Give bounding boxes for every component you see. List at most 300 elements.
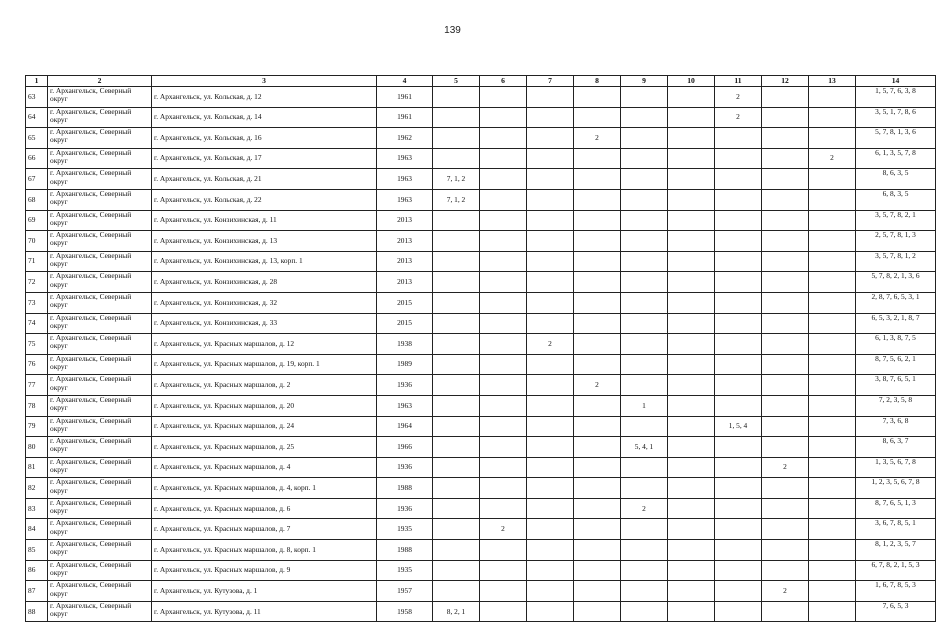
col7-cell: [527, 354, 574, 375]
table-row: [26, 251, 936, 272]
col10-cell: [668, 272, 715, 293]
address-cell: г. Архангельск, ул. Красных маршалов, д. 19, корп. 1: [152, 354, 377, 375]
col5-cell: [433, 457, 480, 478]
col5-cell: [433, 292, 480, 313]
col9-cell: [621, 375, 668, 396]
table-row: [26, 210, 936, 231]
col6-cell: [480, 395, 527, 416]
col6-cell: [480, 292, 527, 313]
row-number-cell: 74: [26, 313, 48, 334]
table-row: [26, 169, 936, 190]
col6-cell: [480, 128, 527, 149]
address-cell: г. Архангельск, ул. Конзихинская, д. 28: [152, 272, 377, 293]
col6-cell: [480, 540, 527, 561]
year-cell: 1963: [377, 189, 433, 210]
col8-cell: [574, 478, 621, 499]
col13-cell: [809, 601, 856, 622]
table-row: [26, 560, 936, 581]
district-cell: г. Архангельск, Северный округ: [48, 375, 152, 396]
address-cell: г. Архангельск, ул. Конзихинская, д. 32: [152, 292, 377, 313]
col9-cell: [621, 478, 668, 499]
col8-cell: [574, 189, 621, 210]
table-row: [26, 189, 936, 210]
order-cell: 6, 7, 8, 2, 1, 5, 3: [856, 560, 936, 581]
col7-cell: [527, 540, 574, 561]
col9-cell: 1: [621, 395, 668, 416]
order-cell: 7, 6, 5, 3: [856, 601, 936, 622]
district-cell: г. Архангельск, Северный округ: [48, 560, 152, 581]
col11-cell: 2: [715, 87, 762, 108]
col7-cell: [527, 189, 574, 210]
table-row: [26, 128, 936, 149]
order-cell: 5, 7, 8, 1, 3, 6: [856, 128, 936, 149]
order-cell: 6, 1, 3, 8, 7, 5: [856, 334, 936, 355]
col12-cell: [762, 437, 809, 458]
col7-cell: [527, 87, 574, 108]
col6-cell: [480, 87, 527, 108]
col12-cell: [762, 292, 809, 313]
col5-cell: [433, 87, 480, 108]
col5-cell: [433, 231, 480, 252]
order-cell: 7, 3, 6, 8: [856, 416, 936, 437]
row-number-cell: 79: [26, 416, 48, 437]
col10-cell: [668, 395, 715, 416]
table-row: [26, 581, 936, 602]
col10-cell: [668, 601, 715, 622]
col7-cell: [527, 251, 574, 272]
order-cell: 1, 2, 3, 5, 6, 7, 8: [856, 478, 936, 499]
col7-cell: [527, 272, 574, 293]
column-header: 4: [377, 76, 433, 87]
col8-cell: [574, 334, 621, 355]
col8-cell: [574, 272, 621, 293]
col11-cell: [715, 375, 762, 396]
table-row: [26, 437, 936, 458]
col7-cell: 2: [527, 334, 574, 355]
col7-cell: [527, 313, 574, 334]
district-cell: г. Архангельск, Северный округ: [48, 231, 152, 252]
district-cell: г. Архангельск, Северный округ: [48, 540, 152, 561]
year-cell: 1963: [377, 169, 433, 190]
year-cell: 2013: [377, 210, 433, 231]
col9-cell: [621, 210, 668, 231]
col7-cell: [527, 169, 574, 190]
column-header: 7: [527, 76, 574, 87]
col7-cell: [527, 601, 574, 622]
col12-cell: [762, 375, 809, 396]
year-cell: 1938: [377, 334, 433, 355]
col13-cell: 2: [809, 148, 856, 169]
col11-cell: 1, 5, 4: [715, 416, 762, 437]
col9-cell: [621, 272, 668, 293]
col13-cell: [809, 87, 856, 108]
col8-cell: [574, 437, 621, 458]
col13-cell: [809, 251, 856, 272]
year-cell: 2013: [377, 231, 433, 252]
col7-cell: [527, 560, 574, 581]
col13-cell: [809, 560, 856, 581]
order-cell: 3, 5, 7, 8, 2, 1: [856, 210, 936, 231]
col13-cell: [809, 313, 856, 334]
col6-cell: [480, 107, 527, 128]
row-number-cell: 71: [26, 251, 48, 272]
table-row: [26, 519, 936, 540]
column-header: 9: [621, 76, 668, 87]
col13-cell: [809, 272, 856, 293]
district-cell: г. Архангельск, Северный округ: [48, 478, 152, 499]
row-number-cell: 70: [26, 231, 48, 252]
district-cell: г. Архангельск, Северный округ: [48, 128, 152, 149]
column-header: 5: [433, 76, 480, 87]
col13-cell: [809, 498, 856, 519]
col11-cell: [715, 354, 762, 375]
table-row: [26, 375, 936, 396]
col12-cell: [762, 148, 809, 169]
col12-cell: [762, 334, 809, 355]
col7-cell: [527, 148, 574, 169]
col8-cell: [574, 354, 621, 375]
col12-cell: [762, 128, 809, 149]
col11-cell: [715, 334, 762, 355]
col8-cell: [574, 601, 621, 622]
col5-cell: [433, 375, 480, 396]
col12-cell: [762, 169, 809, 190]
row-number-cell: 68: [26, 189, 48, 210]
table-row: [26, 601, 936, 622]
column-header: 13: [809, 76, 856, 87]
col11-cell: [715, 292, 762, 313]
year-cell: 1936: [377, 457, 433, 478]
order-cell: 8, 6, 3, 7: [856, 437, 936, 458]
col9-cell: [621, 313, 668, 334]
row-number-cell: 83: [26, 498, 48, 519]
col9-cell: 5, 4, 1: [621, 437, 668, 458]
col5-cell: [433, 416, 480, 437]
col11-cell: [715, 231, 762, 252]
col9-cell: [621, 169, 668, 190]
col9-cell: [621, 560, 668, 581]
col10-cell: [668, 457, 715, 478]
col13-cell: [809, 189, 856, 210]
col10-cell: [668, 189, 715, 210]
year-cell: 1935: [377, 519, 433, 540]
col8-cell: [574, 581, 621, 602]
district-cell: г. Архангельск, Северный округ: [48, 210, 152, 231]
district-cell: г. Архангельск, Северный округ: [48, 457, 152, 478]
col11-cell: [715, 313, 762, 334]
table-row: [26, 416, 936, 437]
col5-cell: [433, 478, 480, 499]
col9-cell: 2: [621, 498, 668, 519]
table-row: [26, 231, 936, 252]
district-cell: г. Архангельск, Северный округ: [48, 601, 152, 622]
col6-cell: 2: [480, 519, 527, 540]
table-row: [26, 107, 936, 128]
table-row: [26, 498, 936, 519]
year-cell: 1966: [377, 437, 433, 458]
order-cell: 1, 5, 7, 6, 3, 8: [856, 87, 936, 108]
address-cell: г. Архангельск, ул. Кольская, д. 12: [152, 87, 377, 108]
col8-cell: [574, 560, 621, 581]
col10-cell: [668, 519, 715, 540]
col13-cell: [809, 107, 856, 128]
table-row: [26, 457, 936, 478]
col12-cell: [762, 601, 809, 622]
col5-cell: 7, 1, 2: [433, 169, 480, 190]
address-cell: г. Архангельск, ул. Красных маршалов, д. 2: [152, 375, 377, 396]
row-number-cell: 72: [26, 272, 48, 293]
col5-cell: [433, 148, 480, 169]
col10-cell: [668, 560, 715, 581]
district-cell: г. Архангельск, Северный округ: [48, 107, 152, 128]
row-number-cell: 76: [26, 354, 48, 375]
col6-cell: [480, 210, 527, 231]
col6-cell: [480, 189, 527, 210]
row-number-cell: 69: [26, 210, 48, 231]
col13-cell: [809, 478, 856, 499]
order-cell: 1, 6, 7, 8, 5, 3: [856, 581, 936, 602]
address-cell: г. Архангельск, ул. Кутузова, д. 11: [152, 601, 377, 622]
year-cell: 1963: [377, 395, 433, 416]
row-number-cell: 63: [26, 87, 48, 108]
col5-cell: [433, 334, 480, 355]
address-cell: г. Архангельск, ул. Красных маршалов, д. 6: [152, 498, 377, 519]
col12-cell: [762, 87, 809, 108]
year-cell: 1936: [377, 498, 433, 519]
col11-cell: [715, 272, 762, 293]
table-row: [26, 148, 936, 169]
col11-cell: 2: [715, 107, 762, 128]
col12-cell: [762, 498, 809, 519]
col11-cell: [715, 189, 762, 210]
col9-cell: [621, 251, 668, 272]
col12-cell: [762, 478, 809, 499]
order-cell: 3, 5, 7, 8, 1, 2: [856, 251, 936, 272]
col7-cell: [527, 395, 574, 416]
col10-cell: [668, 210, 715, 231]
col7-cell: [527, 519, 574, 540]
row-number-cell: 82: [26, 478, 48, 499]
col8-cell: [574, 148, 621, 169]
col10-cell: [668, 87, 715, 108]
district-cell: г. Архангельск, Северный округ: [48, 292, 152, 313]
column-header: 3: [152, 76, 377, 87]
column-header: 14: [856, 76, 936, 87]
row-number-cell: 77: [26, 375, 48, 396]
col9-cell: [621, 540, 668, 561]
col9-cell: [621, 334, 668, 355]
col10-cell: [668, 478, 715, 499]
col12-cell: [762, 313, 809, 334]
order-cell: 1, 3, 5, 6, 7, 8: [856, 457, 936, 478]
col11-cell: [715, 251, 762, 272]
col11-cell: [715, 395, 762, 416]
col11-cell: [715, 457, 762, 478]
district-cell: г. Архангельск, Северный округ: [48, 148, 152, 169]
col13-cell: [809, 231, 856, 252]
col7-cell: [527, 416, 574, 437]
address-cell: г. Архангельск, ул. Кольская, д. 21: [152, 169, 377, 190]
col6-cell: [480, 251, 527, 272]
col9-cell: [621, 457, 668, 478]
col11-cell: [715, 148, 762, 169]
col12-cell: 2: [762, 457, 809, 478]
col6-cell: [480, 457, 527, 478]
col7-cell: [527, 498, 574, 519]
year-cell: 1936: [377, 375, 433, 396]
col11-cell: [715, 519, 762, 540]
column-header: 11: [715, 76, 762, 87]
col12-cell: [762, 540, 809, 561]
col12-cell: [762, 272, 809, 293]
col6-cell: [480, 169, 527, 190]
address-cell: г. Архангельск, ул. Красных маршалов, д. 25: [152, 437, 377, 458]
address-cell: г. Архангельск, ул. Кольская, д. 17: [152, 148, 377, 169]
col7-cell: [527, 457, 574, 478]
col8-cell: [574, 313, 621, 334]
address-cell: г. Архангельск, ул. Красных маршалов, д. 20: [152, 395, 377, 416]
col13-cell: [809, 210, 856, 231]
column-header: 6: [480, 76, 527, 87]
col5-cell: [433, 272, 480, 293]
col10-cell: [668, 128, 715, 149]
col8-cell: 2: [574, 375, 621, 396]
col10-cell: [668, 498, 715, 519]
col13-cell: [809, 169, 856, 190]
order-cell: 3, 8, 7, 6, 5, 1: [856, 375, 936, 396]
col9-cell: [621, 128, 668, 149]
col11-cell: [715, 169, 762, 190]
district-cell: г. Архангельск, Северный округ: [48, 251, 152, 272]
col8-cell: [574, 416, 621, 437]
col10-cell: [668, 292, 715, 313]
col13-cell: [809, 581, 856, 602]
district-cell: г. Архангельск, Северный округ: [48, 354, 152, 375]
year-cell: 1989: [377, 354, 433, 375]
district-cell: г. Архангельск, Северный округ: [48, 87, 152, 108]
column-header: 2: [48, 76, 152, 87]
col9-cell: [621, 148, 668, 169]
col9-cell: [621, 519, 668, 540]
col10-cell: [668, 334, 715, 355]
col5-cell: 7, 1, 2: [433, 189, 480, 210]
col10-cell: [668, 231, 715, 252]
order-cell: 5, 7, 8, 2, 1, 3, 6: [856, 272, 936, 293]
col13-cell: [809, 457, 856, 478]
col10-cell: [668, 581, 715, 602]
col12-cell: [762, 251, 809, 272]
order-cell: 3, 6, 7, 8, 5, 1: [856, 519, 936, 540]
col13-cell: [809, 437, 856, 458]
col10-cell: [668, 437, 715, 458]
address-cell: г. Архангельск, ул. Конзихинская, д. 33: [152, 313, 377, 334]
table-row: [26, 313, 936, 334]
col12-cell: [762, 107, 809, 128]
col10-cell: [668, 540, 715, 561]
col10-cell: [668, 416, 715, 437]
col9-cell: [621, 601, 668, 622]
col10-cell: [668, 148, 715, 169]
year-cell: 1961: [377, 107, 433, 128]
col12-cell: [762, 189, 809, 210]
district-cell: г. Архангельск, Северный округ: [48, 272, 152, 293]
col12-cell: [762, 231, 809, 252]
year-cell: 2015: [377, 313, 433, 334]
order-cell: 2, 5, 7, 8, 1, 3: [856, 231, 936, 252]
col6-cell: [480, 560, 527, 581]
row-number-cell: 64: [26, 107, 48, 128]
year-cell: 2013: [377, 272, 433, 293]
col10-cell: [668, 107, 715, 128]
col13-cell: [809, 416, 856, 437]
address-cell: г. Архангельск, ул. Кольская, д. 14: [152, 107, 377, 128]
col5-cell: [433, 128, 480, 149]
col9-cell: [621, 354, 668, 375]
col13-cell: [809, 519, 856, 540]
col8-cell: [574, 292, 621, 313]
col8-cell: [574, 169, 621, 190]
col7-cell: [527, 107, 574, 128]
col12-cell: [762, 519, 809, 540]
col6-cell: [480, 231, 527, 252]
address-cell: г. Архангельск, ул. Красных маршалов, д. 24: [152, 416, 377, 437]
col7-cell: [527, 128, 574, 149]
col5-cell: [433, 519, 480, 540]
col5-cell: [433, 107, 480, 128]
year-cell: 1962: [377, 128, 433, 149]
table-row: [26, 334, 936, 355]
column-header: 8: [574, 76, 621, 87]
col8-cell: [574, 540, 621, 561]
address-cell: г. Архангельск, ул. Кольская, д. 16: [152, 128, 377, 149]
col9-cell: [621, 231, 668, 252]
order-cell: 6, 5, 3, 2, 1, 8, 7: [856, 313, 936, 334]
col5-cell: 8, 2, 1: [433, 601, 480, 622]
col6-cell: [480, 148, 527, 169]
col12-cell: [762, 354, 809, 375]
col8-cell: [574, 395, 621, 416]
address-cell: г. Архангельск, ул. Красных маршалов, д. 9: [152, 560, 377, 581]
address-cell: г. Архангельск, ул. Конзихинская, д. 11: [152, 210, 377, 231]
year-cell: 2013: [377, 251, 433, 272]
address-cell: г. Архангельск, ул. Кольская, д. 22: [152, 189, 377, 210]
page-number: 139: [444, 25, 461, 36]
col6-cell: [480, 601, 527, 622]
row-number-cell: 65: [26, 128, 48, 149]
col11-cell: [715, 601, 762, 622]
col6-cell: [480, 416, 527, 437]
address-cell: г. Архангельск, ул. Красных маршалов, д. 4: [152, 457, 377, 478]
col7-cell: [527, 581, 574, 602]
year-cell: 1988: [377, 478, 433, 499]
order-cell: 8, 7, 5, 6, 2, 1: [856, 354, 936, 375]
address-cell: г. Архангельск, ул. Конзихинская, д. 13: [152, 231, 377, 252]
col9-cell: [621, 107, 668, 128]
district-cell: г. Архангельск, Северный округ: [48, 581, 152, 602]
table-row: [26, 395, 936, 416]
table-row: [26, 292, 936, 313]
table-row: [26, 540, 936, 561]
col7-cell: [527, 231, 574, 252]
col8-cell: [574, 210, 621, 231]
order-cell: 6, 8, 3, 5: [856, 189, 936, 210]
address-cell: г. Архангельск, ул. Красных маршалов, д. 8, корп. 1: [152, 540, 377, 561]
year-cell: 2015: [377, 292, 433, 313]
row-number-cell: 75: [26, 334, 48, 355]
col6-cell: [480, 375, 527, 396]
year-cell: 1964: [377, 416, 433, 437]
col5-cell: [433, 395, 480, 416]
